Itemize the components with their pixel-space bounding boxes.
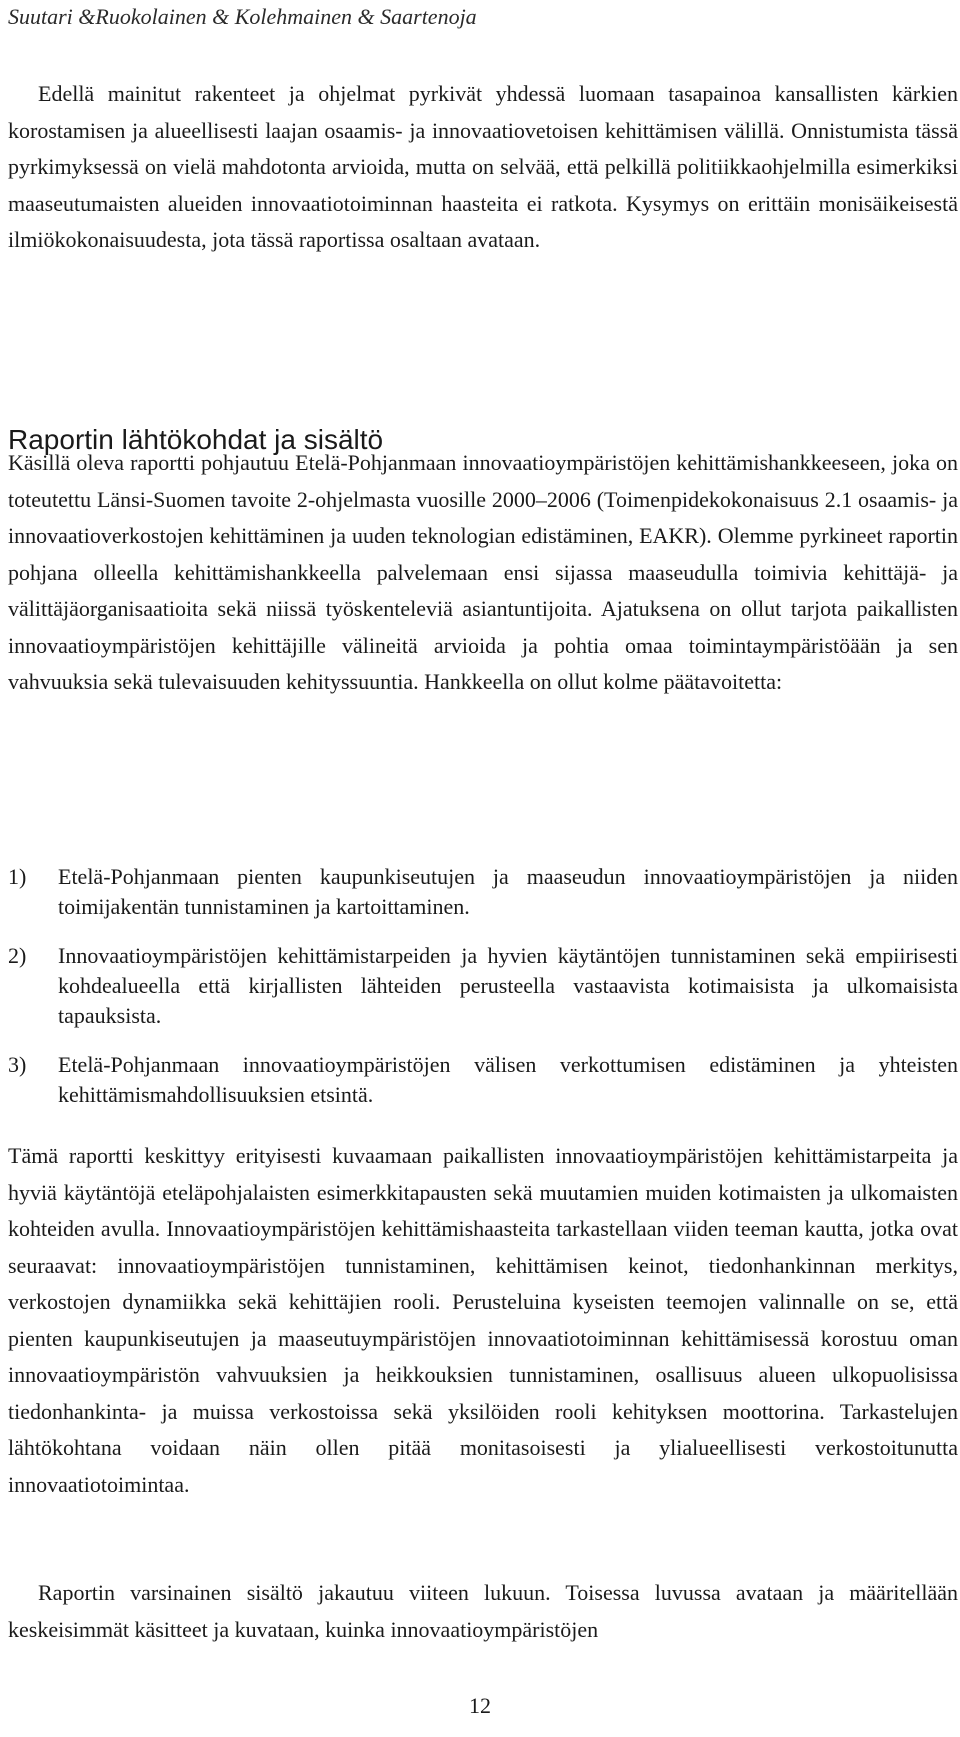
section-paragraph <box>8 445 958 701</box>
running-head: Suutari &Ruokolainen & Kolehmainen & Saartenoja <box>8 4 477 29</box>
page-number: 12 <box>469 1693 491 1718</box>
list-item-text: Innovaatioympäristöjen kehittämistarpeiden ja hyvien käytäntöjen tunnistaminen sekä empiirisesti kohdealueella että kirjallisten lähteiden perusteella vastaavista kotimaisista ja ulkomaisista tapauksista. <box>58 943 958 1028</box>
structure-paragraph: Raportin varsinainen sisältö jakautuu viiteen lukuun. Toisessa luvussa avataan ja määritellään keskeisimmät käsitteet ja kuvataan, kuinka innovaatioympäristöjen <box>8 1580 958 1642</box>
section-heading: Raportin lähtökohdat ja sisältö <box>8 424 384 455</box>
list-item-number: 3) <box>8 1052 27 1077</box>
focus-paragraph: Tämä raportti keskittyy erityisesti kuvaamaan paikallisten innovaatioympäristöjen kehittämistarpeita ja hyviä käytäntöjä eteläpohjalaisten esimerkkitapausten sekä muutamien muiden kotimaisten ja ulkomaisten kohteiden avulla. Innovaatioympäristöjen kehittämishaasteita tarkastellaan viiden teeman kautta, jotka ovat seuraavat: innovaatioympäristöjen tunnistaminen, kehittämisen keinot, tiedonhankinnan merkitys, verkostojen dynamiikka sekä kehittäjien rooli. Perusteluina kyseisten teemojen valinnalle on se, että pienten kaupunkiseutujen ja maaseutuympäristöjen innovaatiotoiminnan kehittämisessä korostuu oman innovaatioympäristön vahvuuksien ja heikkouksien tunnistaminen, osallisuus alueen ulkopuolisissa tiedonhankinta- ja muissa verkostoissa sekä yksilöiden rooli kehityksen moottorina. Tarkastelujen lähtökohtana voidaan näin ollen pitää monitasoisesti ja ylialueellisesti verkostoitunutta innovaatiotoimintaa. <box>8 1143 958 1497</box>
list-item-number: 1) <box>8 864 27 889</box>
section-paragraph-text: Käsillä oleva raportti pohjautuu Etelä-Pohjanmaan innovaatioympäristöjen kehittämishankkeeseen, joka on toteutettu Länsi-Suomen tavoite 2-ohjelmasta vuosille 2000–2006 (Toimenpidekokonaisuus 2.1 osaamis- ja innovaatioverkostojen kehittäminen ja uuden teknologian edistäminen, EAKR). Olemme pyrkineet raportin pohjana olleella kehittämishankkeella palvelemaan ensi sijassa maaseudulla toimivia kehittäjä- ja välittäjäorganisaatioita sekä niissä työskenteleviä asiantuntijoita. Ajatuksena on ollut tarjota paikallisten innovaatioympäristöjen kehittäjille välineitä arvioida ja pohtia omaa toimintaympäristöään ja sen vahvuuksia sekä tulevaisuuden kehityssuuntia. Hankkeella on ollut kolme päätavoitetta: <box>8 450 958 694</box>
list-item-text: Etelä-Pohjanmaan innovaatioympäristöjen välisen verkottumisen edistäminen ja yhteisten kehittämismahdollisuuksien etsintä. <box>58 1052 958 1107</box>
intro-paragraph: Edellä mainitut rakenteet ja ohjelmat pyrkivät yhdessä luomaan tasapainoa kansallisten kärkien korostamisen ja alueellisesti laajan osaamis- ja innovaatiovetoisen kehittämisen välillä. Onnistumista tässä pyrkimyksessä on vielä mahdotonta arvioida, mutta on selvää, että pelkillä politiikkaohjelmilla esimerkiksi maaseutumaisten alueiden innovaatiotoiminnan haasteita ei ratkota. Kysymys on erittäin monisäikeisestä ilmiökokonaisuudesta, jota tässä raportissa osaltaan avataan. <box>8 81 958 252</box>
list-item-number: 2) <box>8 943 27 968</box>
list-item-text: Etelä-Pohjanmaan pienten kaupunkiseutujen ja maaseudun innovaatioympäristöjen ja niiden toimijakentän tunnistaminen ja kartoittaminen. <box>58 864 958 919</box>
